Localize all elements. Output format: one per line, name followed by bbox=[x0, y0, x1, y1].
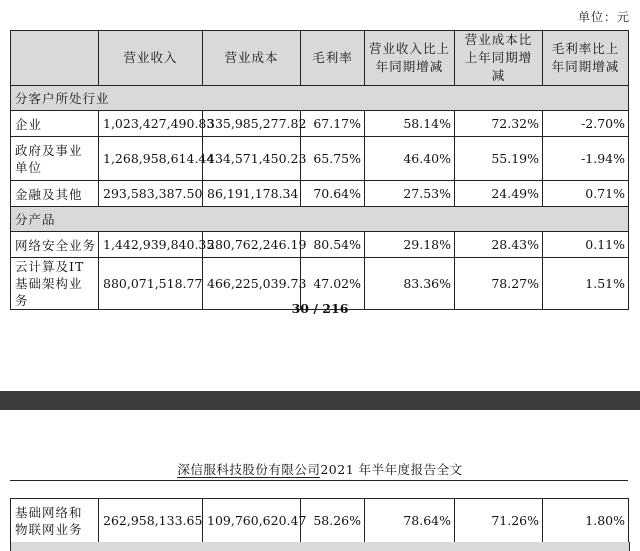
section-label: 分产品 bbox=[11, 207, 629, 232]
header-revenue: 营业收入 bbox=[99, 31, 203, 86]
row-label: 网络安全业务 bbox=[11, 232, 99, 258]
cost-cell: 109,760,620.47 bbox=[203, 499, 301, 543]
page-gap-divider bbox=[0, 391, 640, 410]
section-row-industry bbox=[11, 86, 629, 111]
company-name: 深信服科技股份有限公司 bbox=[177, 462, 321, 477]
margin-change-cell: -2.70% bbox=[543, 111, 629, 137]
row-label: 基础网络和物联网业务 bbox=[11, 499, 99, 543]
table-row bbox=[11, 111, 629, 137]
cost-cell: 335,985,277.82 bbox=[203, 111, 301, 137]
margin-cell: 80.54% bbox=[301, 232, 365, 258]
margin-change-cell: 0.11% bbox=[543, 232, 629, 258]
unit-label: 单位：元 bbox=[577, 10, 630, 24]
cost-change-cell: 24.49% bbox=[455, 181, 543, 207]
cost-change-cell: 28.43% bbox=[455, 232, 543, 258]
cost-cell: 280,762,246.19 bbox=[203, 232, 301, 258]
document-header bbox=[0, 460, 640, 478]
section-row-product bbox=[11, 207, 629, 232]
table-row bbox=[11, 137, 629, 181]
cost-change-cell: 78.27% bbox=[455, 258, 543, 310]
section-label: 分客户所处行业 bbox=[11, 86, 629, 111]
report-title: 2021 年半年度报告全文 bbox=[320, 462, 463, 477]
next-section-row bbox=[10, 542, 630, 551]
revenue-change-cell: 83.36% bbox=[365, 258, 455, 310]
cost-change-cell: 55.19% bbox=[455, 137, 543, 181]
margin-cell: 47.02% bbox=[301, 258, 365, 310]
cost-cell: 466,225,039.73 bbox=[203, 258, 301, 310]
revenue-cell: 1,442,939,840.35 bbox=[99, 232, 203, 258]
revenue-cell: 1,023,427,490.83 bbox=[99, 111, 203, 137]
revenue-change-cell: 29.18% bbox=[365, 232, 455, 258]
header-margin-change: 毛利率比上年同期增减 bbox=[543, 31, 629, 86]
margin-cell: 65.75% bbox=[301, 137, 365, 181]
cost-change-cell: 71.26% bbox=[455, 499, 543, 543]
margin-change-cell: 1.51% bbox=[543, 258, 629, 310]
revenue-change-cell: 78.64% bbox=[365, 499, 455, 543]
row-label: 政府及事业单位 bbox=[11, 137, 99, 181]
header-blank bbox=[11, 31, 99, 86]
revenue-cost-table bbox=[10, 30, 629, 310]
header-cost-change: 营业成本比上年同期增减 bbox=[455, 31, 543, 86]
margin-cell: 70.64% bbox=[301, 181, 365, 207]
row-label: 云计算及IT基础架构业务 bbox=[11, 258, 99, 310]
table-row bbox=[11, 499, 629, 543]
header-margin: 毛利率 bbox=[301, 31, 365, 86]
margin-change-cell: 0.71% bbox=[543, 181, 629, 207]
header-revenue-change: 营业收入比上年同期增减 bbox=[365, 31, 455, 86]
page-current: 30 bbox=[291, 301, 309, 316]
revenue-change-cell: 46.40% bbox=[365, 137, 455, 181]
table-header-row bbox=[11, 31, 629, 86]
header-rule bbox=[10, 480, 628, 481]
row-label: 金融及其他 bbox=[11, 181, 99, 207]
row-label: 企业 bbox=[11, 111, 99, 137]
revenue-cell: 293,583,387.50 bbox=[99, 181, 203, 207]
margin-cell: 67.17% bbox=[301, 111, 365, 137]
page-total: 216 bbox=[322, 301, 349, 316]
cost-cell: 86,191,178.34 bbox=[203, 181, 301, 207]
revenue-cell: 262,958,133.65 bbox=[99, 499, 203, 543]
cost-change-cell: 72.32% bbox=[455, 111, 543, 137]
revenue-cell: 1,268,958,614.44 bbox=[99, 137, 203, 181]
cost-cell: 434,571,450.23 bbox=[203, 137, 301, 181]
header-cost: 营业成本 bbox=[203, 31, 301, 86]
table-row bbox=[11, 181, 629, 207]
margin-change-cell: -1.94% bbox=[543, 137, 629, 181]
table-row bbox=[11, 232, 629, 258]
margin-cell: 58.26% bbox=[301, 499, 365, 543]
revenue-cell: 880,071,518.77 bbox=[99, 258, 203, 310]
revenue-change-cell: 58.14% bbox=[365, 111, 455, 137]
revenue-cost-table-continued bbox=[10, 498, 629, 543]
margin-change-cell: 1.80% bbox=[543, 499, 629, 543]
page-separator: / bbox=[313, 301, 318, 316]
page-number bbox=[0, 301, 640, 316]
revenue-change-cell: 27.53% bbox=[365, 181, 455, 207]
